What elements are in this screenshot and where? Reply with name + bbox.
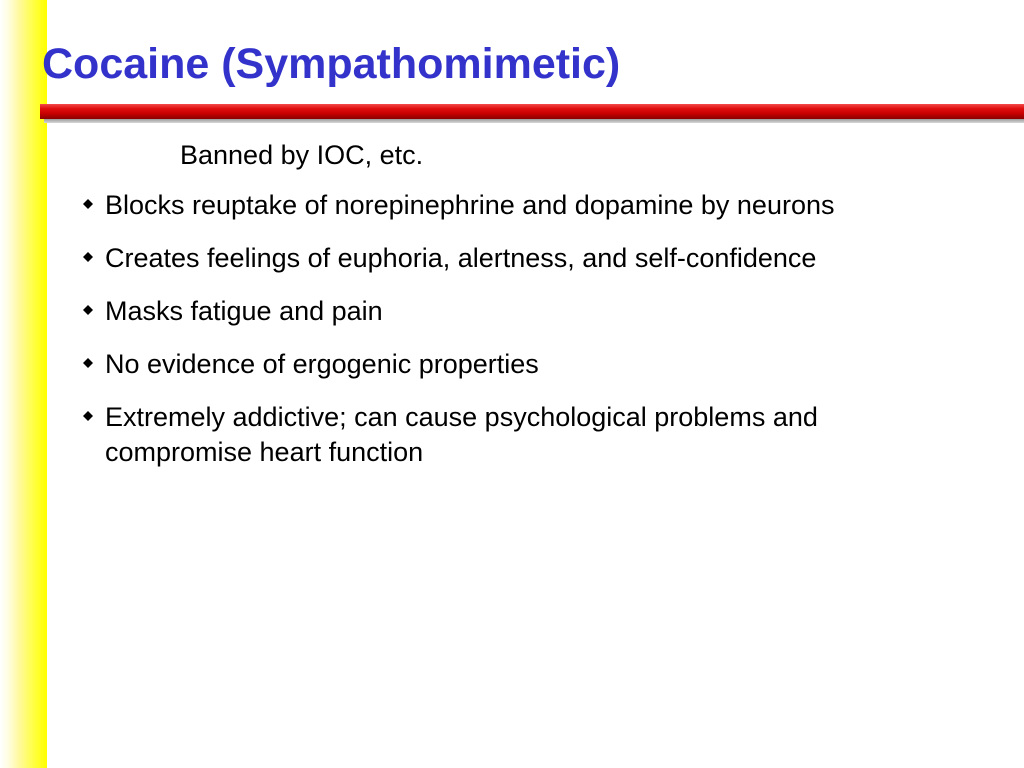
bullet-text: No evidence of ergogenic properties xyxy=(105,349,539,379)
bullet-text: Blocks reuptake of norepinephrine and dopamine by neurons xyxy=(105,190,835,220)
diamond-bullet-icon xyxy=(80,188,96,223)
title-divider-rule xyxy=(40,104,1024,119)
diamond-bullet-icon xyxy=(80,347,96,382)
bullet-item xyxy=(80,400,960,470)
bullet-text: Creates feelings of euphoria, alertness, and self-confidence xyxy=(105,243,817,273)
title-divider-shadow xyxy=(44,119,1024,123)
bullet-text: Masks fatigue and pain xyxy=(105,296,383,326)
bullet-item xyxy=(80,188,960,223)
bullet-item xyxy=(80,241,960,276)
bullet-item xyxy=(80,294,960,329)
bullet-text: Extremely addictive; can cause psychological problems and compromise heart function xyxy=(105,402,818,467)
slide-subtitle: Banned by IOC, etc. xyxy=(180,140,424,170)
bullet-item xyxy=(80,347,960,382)
bullet-list xyxy=(80,188,960,488)
diamond-bullet-icon xyxy=(80,400,96,435)
diamond-bullet-icon xyxy=(80,294,96,329)
slide-title: Cocaine (Sympathomimetic) xyxy=(42,40,621,88)
diamond-bullet-icon xyxy=(80,241,96,276)
